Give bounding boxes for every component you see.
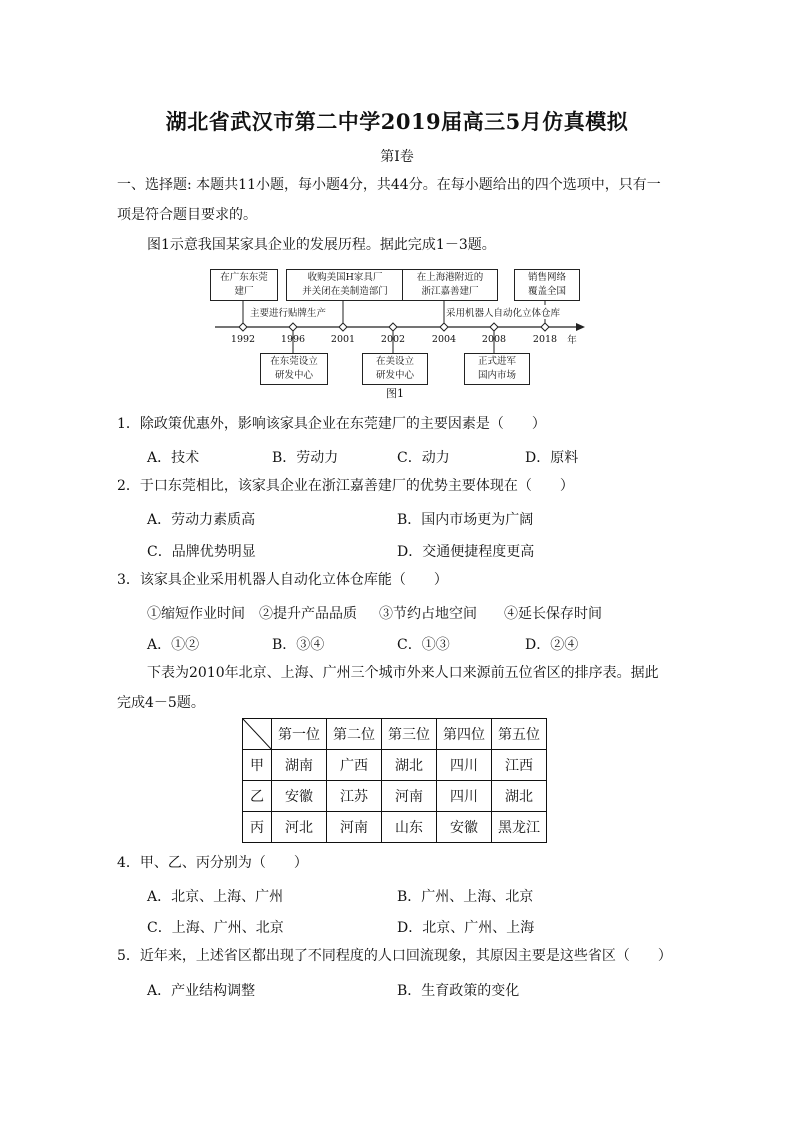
timeline-year: 2008	[481, 334, 507, 345]
timeline-node	[239, 323, 247, 331]
question-1-stem: 1．除政策优惠外，影响该家具企业在东莞建厂的主要因素是（ ）	[117, 416, 546, 432]
timeline-year: 2004	[431, 334, 457, 345]
timeline-event-box: 在广东东莞 建厂	[210, 269, 278, 301]
timeline-year: 2018	[532, 334, 558, 345]
page-title: 湖北省武汉市第二中学2019届高三5月仿真模拟	[165, 109, 629, 134]
timeline-axis-unit: 年	[567, 335, 577, 346]
section-intro-line-1: 一、选择题: 本题共11小题，每小题4分，共44分。在每小题给出的四个选项中，只有一	[117, 177, 661, 193]
timeline-node	[541, 323, 549, 331]
table-row-label: 乙	[243, 781, 272, 812]
q3-option-d[interactable]: D．②④	[525, 637, 579, 653]
q5-option-b[interactable]: B．生育政策的变化	[397, 983, 520, 999]
table-intro-line-2: 完成4－5题。	[117, 695, 205, 711]
q4-option-d[interactable]: D．北京、广州、上海	[397, 920, 535, 936]
figure-caption: 图1	[386, 387, 404, 400]
section-intro-line-2: 项是符合题目要求的。	[117, 207, 257, 223]
q1-option-d[interactable]: D．原料	[525, 450, 579, 466]
table-header-cell: 第三位	[382, 719, 437, 750]
table-cell: 安徽	[272, 781, 327, 812]
table-header-cell: 第五位	[492, 719, 547, 750]
timeline-event-box: 在上海港附近的 浙江嘉善建厂	[402, 269, 498, 301]
question-5-stem: 5．近年来，上述省区都出现了不同程度的人口回流现象，其原因主要是这些省区（ ）	[117, 948, 672, 964]
timeline-event-box: 在美设立 研发中心	[362, 353, 428, 385]
table-row-label: 丙	[243, 812, 272, 843]
table-row	[243, 781, 547, 812]
q1-option-c[interactable]: C．动力	[397, 450, 450, 466]
timeline-node	[440, 323, 448, 331]
timeline-event-box: 在东莞设立 研发中心	[260, 353, 328, 385]
q1-option-b[interactable]: B．劳动力	[272, 450, 339, 466]
table-intro-line-1: 下表为2010年北京、上海、广州三个城市外来人口来源前五位省区的排序表。据此	[147, 665, 659, 681]
table-cell: 河南	[382, 781, 437, 812]
table-cell: 湖北	[492, 781, 547, 812]
table-cell: 河北	[272, 812, 327, 843]
table-cell: 广西	[327, 750, 382, 781]
question-4-stem: 4．甲、乙、丙分别为（ ）	[117, 855, 308, 871]
figure-intro: 图1示意我国某家具企业的发展历程。据此完成1－3题。	[147, 237, 496, 253]
timeline-note: 采用机器人自动化立体仓库	[446, 305, 560, 319]
timeline-event-box: 销售网络 覆盖全国	[514, 269, 580, 301]
table-header-cell: 第四位	[437, 719, 492, 750]
ranking-table	[242, 718, 547, 843]
table-row-label: 甲	[243, 750, 272, 781]
timeline-figure	[200, 265, 590, 405]
question-3-stem: 3．该家具企业采用机器人自动化立体仓库能（ ）	[117, 572, 448, 588]
table-cell: 黑龙江	[492, 812, 547, 843]
q4-option-b[interactable]: B．广州、上海、北京	[397, 889, 534, 905]
q3-item-2: ②提升产品品质	[259, 606, 357, 622]
timeline-note: 主要进行贴牌生产	[250, 305, 326, 319]
q2-option-d[interactable]: D．交通便捷程度更高	[397, 544, 535, 560]
q2-option-c[interactable]: C．品牌优势明显	[147, 544, 256, 560]
table-cell: 河南	[327, 812, 382, 843]
q2-option-b[interactable]: B．国内市场更为广阔	[397, 512, 534, 528]
timeline-year: 2001	[330, 334, 356, 345]
table-cell: 湖北	[382, 750, 437, 781]
table-cell: 四川	[437, 781, 492, 812]
timeline-node	[490, 323, 498, 331]
timeline-node	[339, 323, 347, 331]
table-cell: 山东	[382, 812, 437, 843]
q5-option-a[interactable]: A．产业结构调整	[147, 983, 256, 999]
table-header-cell: 第一位	[272, 719, 327, 750]
q3-item-4: ④延长保存时间	[504, 606, 602, 622]
q4-option-a[interactable]: A．北京、上海、广州	[147, 889, 284, 905]
table-cell: 江苏	[327, 781, 382, 812]
table-corner-cell	[243, 719, 272, 750]
timeline-arrow	[576, 323, 585, 331]
q3-item-3: ③节约占地空间	[379, 606, 477, 622]
timeline-node	[289, 323, 297, 331]
table-cell: 湖南	[272, 750, 327, 781]
timeline-node	[389, 323, 397, 331]
q3-option-c[interactable]: C．①③	[397, 637, 450, 653]
q3-option-a[interactable]: A．①②	[147, 637, 200, 653]
timeline-year: 1992	[230, 334, 256, 345]
timeline-event-box: 收购美国H家具厂 并关闭在美制造部门	[286, 269, 404, 301]
q2-option-a[interactable]: A．劳动力素质高	[147, 512, 256, 528]
table-row	[243, 750, 547, 781]
q3-item-1: ①缩短作业时间	[147, 606, 245, 622]
page-subtitle: 第Ⅰ卷	[380, 149, 414, 165]
question-2-stem: 2．于口东莞相比，该家具企业在浙江嘉善建厂的优势主要体现在（ ）	[117, 478, 574, 494]
table-row	[243, 812, 547, 843]
table-header-row	[243, 719, 547, 750]
q3-option-b[interactable]: B．③④	[272, 637, 325, 653]
table-cell: 江西	[492, 750, 547, 781]
diagonal-line	[243, 719, 271, 749]
timeline-event-box: 正式进军 国内市场	[464, 353, 530, 385]
timeline-year: 1996	[280, 334, 306, 345]
q4-option-c[interactable]: C．上海、广州、北京	[147, 920, 284, 936]
timeline-year: 2002	[380, 334, 406, 345]
q1-option-a[interactable]: A．技术	[147, 450, 200, 466]
table-cell: 四川	[437, 750, 492, 781]
table-cell: 安徽	[437, 812, 492, 843]
table-header-cell: 第二位	[327, 719, 382, 750]
